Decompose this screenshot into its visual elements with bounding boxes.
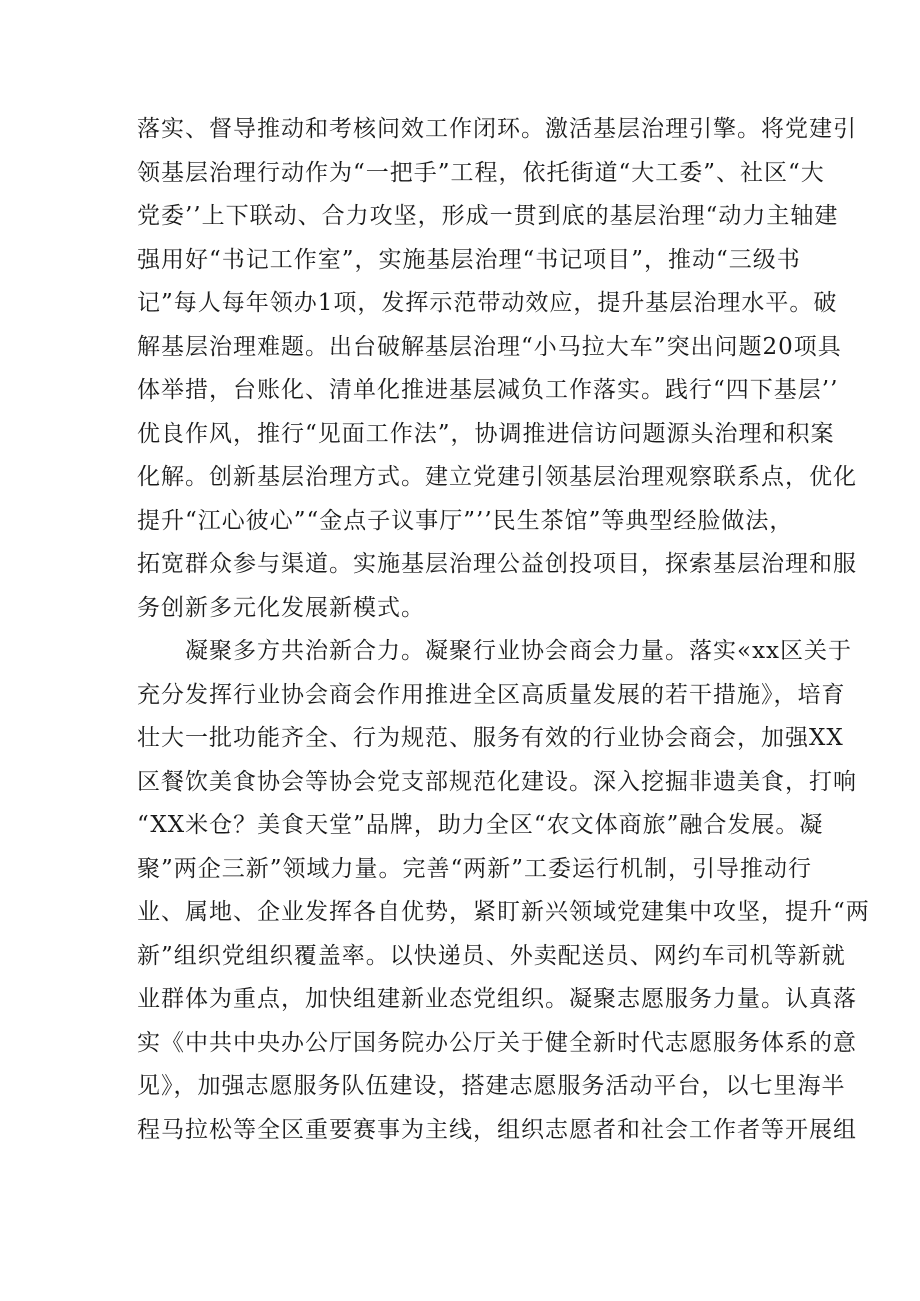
text-line: 强用好“书记工作室”，实施基层治理“书记项目”，推动“三级书 xyxy=(137,246,801,273)
text-line: 提升“江心彼心”“金点子议事厅”’’民生茶馆”等典型经脸做法， xyxy=(137,507,794,534)
text-line: 解基层治理难题。出台破解基层治理“小马拉大车”突出问题20项具 xyxy=(137,333,842,360)
text-line: 党委’’上下联动、合力攻坚，形成一贯到底的基层治理“动力主轴建 xyxy=(137,203,839,229)
text-line: 务创新多元化发展新模式。 xyxy=(137,594,425,621)
text-line: 业、属地、企业发挥各自优势，紧盯新兴领域党建集中攻坚，提升“两 xyxy=(137,899,870,925)
text-line: 壮大一批功能齐全、行为规范、服务有效的行业协会商会，加强XX xyxy=(137,725,844,751)
text-line: 优良作风，推行“见面工作法”，协调推进信访问题源头治理和积案 xyxy=(137,420,835,447)
text-line: 聚”两企三新”领域力量。完善“两新”工委运行机制，引导推动行 xyxy=(137,855,813,882)
paragraph-2 xyxy=(137,630,870,1152)
text-line: 化解。创新基层治理方式。建立党建引领基层治理观察联系点，优化 xyxy=(137,464,857,490)
text-line: 业群体为重点，加快组建新业态党组织。凝聚志愿服务力量。认真落 xyxy=(137,986,857,1012)
text-line: 程马拉松等全区重要赛事为主线，组织志愿者和社会工作者等开展组 xyxy=(137,1116,857,1143)
text-line: 落实、督导推动和考核问效工作闭环。激活基层治理引擎。将党建引 xyxy=(137,116,857,142)
paragraph-1 xyxy=(137,108,857,630)
text-line: 新”组织党组织覆盖率。以快递员、外卖配送员、网约车司机等新就 xyxy=(137,942,846,969)
text-line: 实《中共中央办公厅国务院办公厅关于健全新时代志愿服务体系的意 xyxy=(137,1029,857,1056)
text-line: 拓宽群众参与渠道。实施基层治理公益创投项目，探索基层治理和服 xyxy=(137,551,857,577)
text-line: 区餐饮美食协会等协会党支部规范化建设。深入挖掘非遗美食，打响 xyxy=(137,768,857,795)
text-line: 领基层治理行动作为“一把手”工程，依托街道“大工委”、社区“大 xyxy=(137,159,825,186)
text-line: 充分发挥行业协会商会作用推进全区高质量发展的若干措施》，培育 xyxy=(137,681,846,708)
text-line: 记”每人每年领办1项，发挥示范带动效应，提升基层治理水平。破 xyxy=(137,290,838,316)
text-line: 体举措，台账化、清单化推进基层减负工作落实。践行“四下基层’’ xyxy=(137,377,839,403)
text-line: 凝聚多方共治新合力。凝聚行业协会商会力量。落实«xx区关于 xyxy=(185,638,853,664)
text-line: “XX米仓？美食天堂”品牌，助力全区“农文体商旅”融合发展。凝 xyxy=(137,812,824,838)
text-line: 见》，加强志愿服务队伍建设，搭建志愿服务活动平台，以七里海半 xyxy=(137,1073,846,1099)
